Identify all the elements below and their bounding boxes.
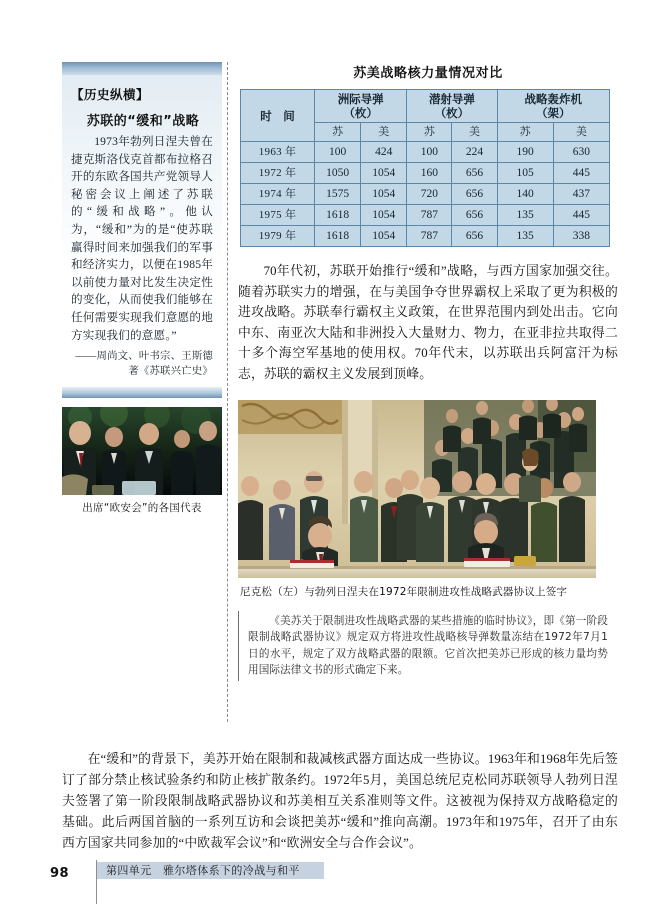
row-cell: 445	[553, 205, 609, 226]
row-cell: 135	[497, 205, 553, 226]
footnote-text: 《美苏关于限制进攻性战略武器的某些措施的临时协议》，即《第一阶段限制战略武器协议》规定双方将进攻性战略核导弹数量冻结在1972年7月1日的水平，规定了双方战略武器的限额。它首次把美苏已形成的核力量均势用国际法律文书的形式确定下来。	[238, 611, 608, 681]
subheader-icbm-us: 美	[361, 123, 407, 142]
row-cell: 338	[553, 226, 609, 247]
row-cell: 190	[497, 142, 553, 163]
icbm-unit: （枚）	[343, 106, 378, 120]
row-cell: 1054	[361, 163, 407, 184]
nuclear-forces-table	[240, 89, 610, 247]
row-cell: 160	[407, 163, 452, 184]
page-number: 98	[50, 866, 70, 881]
row-cell: 630	[553, 142, 609, 163]
signing-photo	[238, 400, 596, 578]
row-cell: 656	[452, 184, 497, 205]
history-sidebar-box	[62, 62, 222, 398]
table-row	[241, 226, 610, 247]
table-header-row-1	[241, 90, 610, 123]
row-cell: 787	[407, 226, 452, 247]
delegates-photo-art	[62, 407, 222, 495]
row-cell: 135	[497, 226, 553, 247]
sidebar-source: ——周尚文、叶书宗、王斯德著《苏联兴亡史》	[75, 351, 213, 378]
table-title: 苏美战略核力量情况对比	[353, 66, 503, 81]
row-year: 1975 年	[241, 205, 315, 226]
page-footer	[44, 860, 614, 900]
delegates-photo	[62, 407, 222, 495]
row-cell: 1618	[315, 205, 361, 226]
main-paragraph: 70年代初，苏联开始推行“缓和”战略，与西方国家加强交往。随着苏联实力的增强，在与美国争夺世界霸权上采取了更为积极的进攻战略。苏联奉行霸权主义政策，在世界范围内到处出击。它向中东、南亚次大陆和非洲投入大量财力、物力，在亚非拉共取得二十多个海空军基地的使用权。70年代末，以苏联出兵阿富汗为标志，苏联的霸权主义发展到顶峰。	[238, 264, 618, 381]
left-column	[62, 62, 222, 515]
row-cell: 787	[407, 205, 452, 226]
row-cell: 1618	[315, 226, 361, 247]
table-header-bomber	[497, 90, 609, 123]
row-year: 1979 年	[241, 226, 315, 247]
delegates-caption: 出席“欧安会”的各国代表	[82, 502, 202, 515]
row-cell: 224	[452, 142, 497, 163]
slbm-name: 潜射导弹	[428, 92, 475, 106]
subheader-icbm-su: 苏	[315, 123, 361, 142]
signing-photo-art	[238, 400, 596, 578]
sidebar-top-bar	[62, 62, 222, 75]
subheader-slbm-us: 美	[452, 123, 497, 142]
table-header-icbm	[315, 90, 407, 123]
row-year: 1974 年	[241, 184, 315, 205]
slbm-unit: （枚）	[434, 106, 470, 120]
bomber-unit: （架）	[536, 106, 571, 120]
row-cell: 720	[407, 184, 452, 205]
icbm-name: 洲际导弹	[337, 92, 384, 106]
table-row	[241, 184, 610, 205]
subheader-bomber-us: 美	[553, 123, 609, 142]
row-cell: 1054	[361, 184, 407, 205]
row-cell: 100	[315, 142, 361, 163]
row-cell: 437	[553, 184, 609, 205]
row-cell: 1054	[361, 205, 407, 226]
bomber-name: 战略轰炸机	[524, 92, 583, 106]
subheader-slbm-su: 苏	[407, 123, 452, 142]
row-cell: 656	[452, 205, 497, 226]
table-row	[241, 205, 610, 226]
sidebar-body	[62, 75, 222, 387]
signing-figure	[238, 400, 596, 599]
delegates-figure	[62, 407, 222, 515]
table-header-time: 时 间	[241, 90, 315, 142]
row-cell: 656	[452, 226, 497, 247]
row-cell: 1575	[315, 184, 361, 205]
row-cell: 445	[553, 163, 609, 184]
table-row	[241, 142, 610, 163]
row-cell: 100	[407, 142, 452, 163]
footer-unit-text: 第四单元 雅尔塔体系下的冷战与和平	[106, 864, 300, 877]
sidebar-title: 苏联的“缓和”战略	[86, 114, 200, 129]
signing-caption: 尼克松（左）与勃列日涅夫在1972年限制进攻性战略武器协议上签字	[240, 586, 568, 598]
table-header-slbm	[407, 90, 497, 123]
column-divider	[227, 62, 228, 722]
row-cell: 424	[361, 142, 407, 163]
sidebar-paragraph: 1973年勃列日涅夫曾在捷克斯洛伐克首都布拉格召开的东欧各国共产党领导人秘密会议上阐述了苏联的“缓和战略”。他认为，“缓和”为的是“使苏联赢得时间来加强我们的军事和经济实力，以便在1985年以前使力量对比发生决定性的变化，从而使我们能够在任何需要实现我们意愿的地方实现我们的意愿。”	[71, 135, 213, 342]
sidebar-bottom-bar	[62, 387, 222, 398]
row-cell: 1054	[361, 226, 407, 247]
row-cell: 105	[497, 163, 553, 184]
right-column	[238, 62, 618, 681]
row-year: 1972 年	[241, 163, 315, 184]
sidebar-tag: 【历史纵横】	[71, 87, 150, 102]
subheader-bomber-su: 苏	[497, 123, 553, 142]
row-cell: 656	[452, 163, 497, 184]
row-cell: 1050	[315, 163, 361, 184]
row-year: 1963 年	[241, 142, 315, 163]
table-row	[241, 163, 610, 184]
bottom-paragraph: 在“缓和”的背景下，美苏开始在限制和裁减核武器方面达成一些协议。1963年和1968年先后签订了部分禁止核试验条约和防止核扩散条约。1972年5月，美国总统尼克松同苏联领导人勃列日涅夫签署了第一阶段限制战略武器协议和苏美相互关系准则等文件。这被视为保持双方战略稳定的基础。此后两国首脑的一系列互访和会谈把美苏“缓和”推向高潮。1973年和1975年，召开了由东西方国家共同参加的“中欧裁军会议”和“欧洲安全与合作会议”。	[62, 751, 618, 850]
row-cell: 140	[497, 184, 553, 205]
